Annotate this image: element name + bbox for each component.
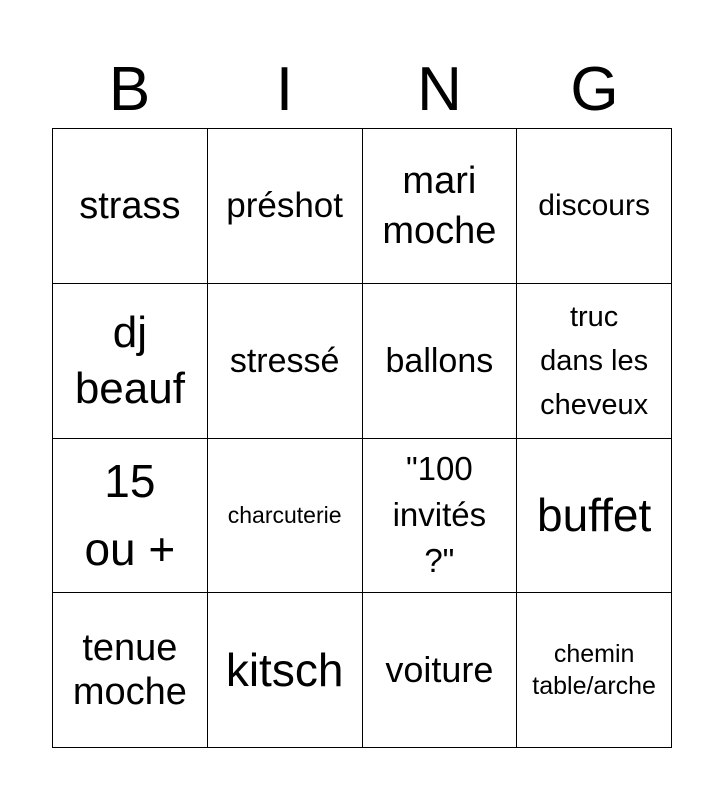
bingo-cell[interactable] (363, 439, 518, 594)
cell-text: voiture (385, 649, 494, 691)
cell-text: tenue moche (72, 627, 187, 714)
bingo-cell[interactable] (208, 284, 363, 439)
cell-text: chemin table/arche (532, 640, 656, 701)
bingo-cell[interactable] (53, 593, 208, 748)
bingo-cell[interactable] (363, 593, 518, 748)
cell-text: dj beauf (74, 307, 185, 413)
bingo-cell[interactable] (517, 593, 672, 748)
bingo-cell[interactable] (363, 129, 518, 284)
bingo-cell[interactable] (208, 593, 363, 748)
cell-text: préshot (226, 185, 343, 225)
bingo-cell[interactable] (53, 129, 208, 284)
bingo-header (52, 50, 672, 130)
bingo-cell[interactable] (53, 439, 208, 594)
cell-text: mari moche (382, 159, 497, 252)
cell-text: discours (538, 188, 650, 222)
cell-text: ballons (385, 341, 494, 380)
bingo-cell[interactable] (517, 284, 672, 439)
cell-text: stressé (229, 341, 340, 380)
bingo-cell[interactable] (517, 129, 672, 284)
bingo-cell[interactable] (208, 439, 363, 594)
cell-text: buffet (536, 489, 652, 542)
cell-text: kitsch (225, 644, 344, 697)
header-letter-i: I (275, 55, 294, 124)
header-letter-b: B (108, 55, 151, 124)
cell-text: strass (79, 184, 181, 227)
cell-text: 15 ou + (84, 455, 176, 576)
header-letter-g: G (570, 55, 619, 124)
cell-text: charcuterie (227, 502, 342, 529)
bingo-cell[interactable] (53, 284, 208, 439)
bingo-cell[interactable] (363, 284, 518, 439)
bingo-grid (52, 128, 672, 748)
header-letter-n: N (417, 55, 462, 124)
cell-text: "100 invités ?" (392, 450, 487, 580)
bingo-cell[interactable] (208, 129, 363, 284)
bingo-cell[interactable] (517, 439, 672, 594)
cell-text: truc dans les cheveux (540, 300, 649, 421)
